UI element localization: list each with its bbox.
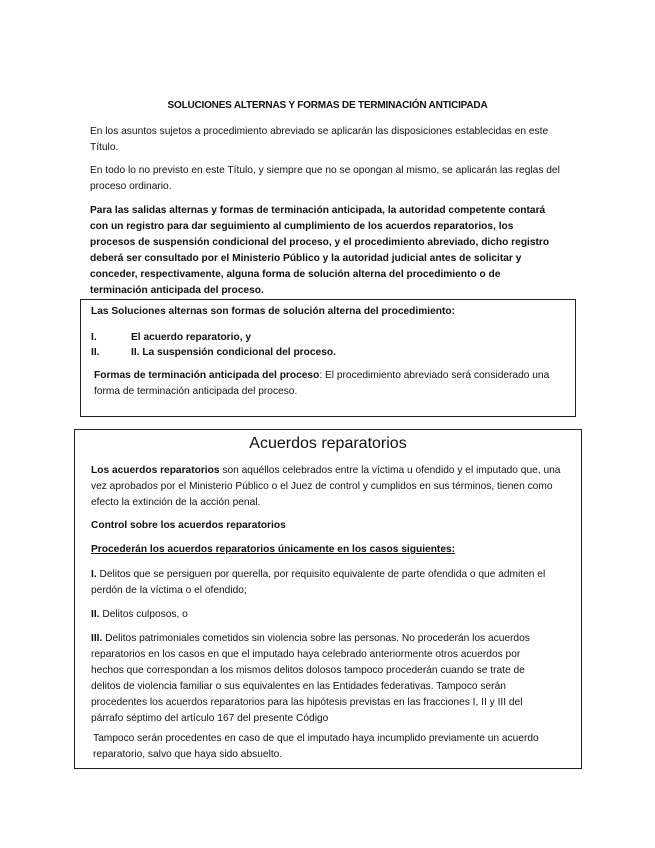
list-item-number: I.: [91, 332, 97, 343]
solutions-box: [80, 299, 576, 417]
agreements-box: [74, 429, 582, 769]
termination-forms-text: : El procedimiento abreviado será considerado una forma de terminación anticipada del proceso.: [94, 370, 550, 397]
cases-heading: Procederán los acuerdos reparatorios únicamente en los casos siguientes:: [91, 544, 456, 555]
solutions-heading: Las Soluciones alternas son formas de solución alterna del procedimiento:: [91, 306, 456, 317]
termination-forms-label: Formas de terminación anticipada del proceso: [94, 370, 320, 381]
closing-paragraph: Tampoco serán procedentes en caso de que el imputado haya incumplido previamente un acuerdo reparatorio, salvo que haya sido absuelto.: [93, 733, 539, 760]
definition-label: Los acuerdos reparatorios: [91, 465, 220, 476]
case-2-text: Delitos culposos, o: [99, 609, 188, 620]
intro-paragraph-1: En los asuntos sujetos a procedimiento abreviado se aplicarán las disposiciones establecidas en este Título.: [90, 126, 549, 153]
page-title: SOLUCIONES ALTERNAS Y FORMAS DE TERMINACIÓN ANTICIPADA: [167, 100, 488, 111]
case-2-number: II.: [91, 609, 100, 620]
termination-forms-paragraph: [94, 368, 567, 400]
list-item: [91, 345, 336, 361]
case-3: [91, 631, 553, 727]
case-1-text: Delitos que se persiguen por querella, por requisito equivalente de parte ofendida o que admiten el perdón de la víctima o el ofendido;: [91, 569, 546, 596]
list-item-text: El acuerdo reparatorio, y: [131, 332, 252, 343]
case-1: [91, 567, 549, 599]
definition-text: son aquéllos celebrados entre la víctima u ofendido y el imputado que, una vez aprobados por el Ministerio Público o el Juez de control y cumplidos en sus términos, tienen como efecto la extinción de la acción penal.: [91, 465, 561, 508]
list-item-number: II.: [91, 347, 100, 358]
intro-paragraph-2: En todo lo no previsto en este Título, y siempre que no se opongan al mismo, se aplicarán las reglas del proceso ordinario.: [90, 165, 560, 192]
intro-paragraph-3: Para las salidas alternas y formas de terminación anticipada, la autoridad competente contará con un registro para dar seguimiento al cumplimiento de los acuerdos reparatorios, los procesos de suspensión condicional del proceso, y el procedimiento abreviado, dicho registro deberá ser consultado por el Ministerio Público y la autoridad judicial antes de solicitar y conceder, respectivamente, alguna forma de solución alterna del procedimiento o de terminación anticipada del proceso.: [90, 205, 550, 296]
agreements-heading: Acuerdos reparatorios: [249, 435, 407, 452]
case-2: [91, 607, 561, 623]
list-item: [91, 330, 251, 346]
list-item-text: II. La suspensión condicional del proceso.: [131, 347, 336, 358]
case-3-number: III.: [91, 633, 103, 644]
definition-paragraph: [91, 463, 569, 511]
case-3-text: Delitos patrimoniales cometidos sin violencia sobre las personas. No procederán los acuerdos reparatorios en los casos en que el imputado haya celebrado anteriormente otros acuerdos por hechos que correspondan a los mismos delitos dolosos tampoco procederán cuando se trate de delitos de violencia familiar o sus equivalentes en las Entidades federativas. Tampoco serán procedentes los acuerdos reparatorios para las hipótesis previstas en las fracciones I, II y III del párrafo séptimo del artículo 167 del presente Código: [91, 633, 530, 724]
control-heading: Control sobre los acuerdos reparatorios: [91, 520, 286, 531]
case-1-number: I.: [91, 569, 97, 580]
